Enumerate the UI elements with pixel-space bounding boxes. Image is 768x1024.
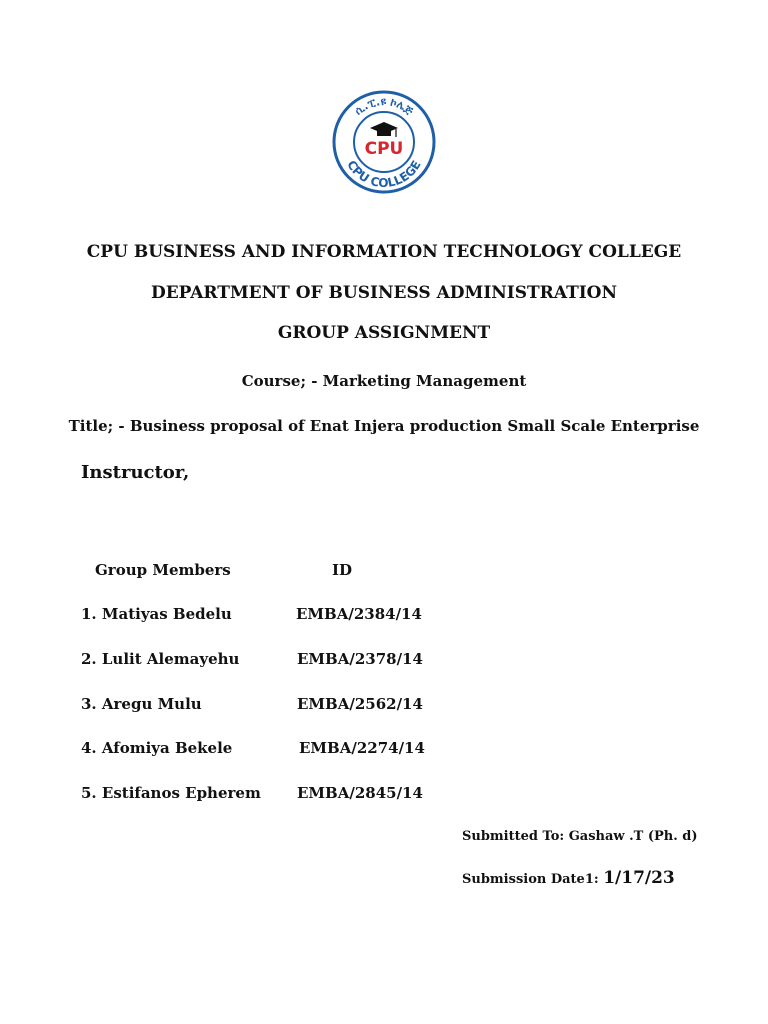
member-id: EMBA/2562/14 <box>297 695 423 713</box>
submission-date-value: 1/17/23 <box>603 868 675 888</box>
instructor-label: Instructor, <box>81 462 190 483</box>
cpu-college-logo <box>329 90 439 194</box>
member-name: 5. Estifanos Epherem <box>81 784 261 802</box>
members-header-name: Group Members <box>95 561 231 579</box>
submitted-to: Submitted To: Gashaw .T (Ph. d) <box>462 829 698 844</box>
member-name: 4. Afomiya Bekele <box>81 739 233 757</box>
member-id: EMBA/2274/14 <box>299 739 425 757</box>
logo-college-text: CPU COLLEGE <box>344 157 424 191</box>
course-line: Course; - Marketing Management <box>241 372 527 390</box>
logo-cpu-text: CPU <box>364 139 404 159</box>
submission-date-label: Submission Date1: <box>462 872 604 887</box>
submission-date <box>462 868 675 888</box>
college-name: CPU BUSINESS AND INFORMATION TECHNOLOGY COLLEGE <box>86 242 682 262</box>
member-name: 3. Aregu Mulu <box>81 695 202 713</box>
member-id: EMBA/2384/14 <box>296 605 422 623</box>
assignment-type: GROUP ASSIGNMENT <box>277 323 491 343</box>
members-header-id: ID <box>332 561 353 579</box>
member-id: EMBA/2845/14 <box>297 784 423 802</box>
department-name: DEPARTMENT OF BUSINESS ADMINISTRATION <box>150 283 618 303</box>
title-line: Title; - Business proposal of Enat Injera production Small Scale Enterprise <box>68 417 700 435</box>
member-id: EMBA/2378/14 <box>297 650 423 668</box>
member-name: 1. Matiyas Bedelu <box>81 605 232 623</box>
member-name: 2. Lulit Alemayehu <box>81 650 240 668</box>
logo-amharic-text: ሲ.ፒ.ዩ ኮሌጅ <box>352 94 416 118</box>
